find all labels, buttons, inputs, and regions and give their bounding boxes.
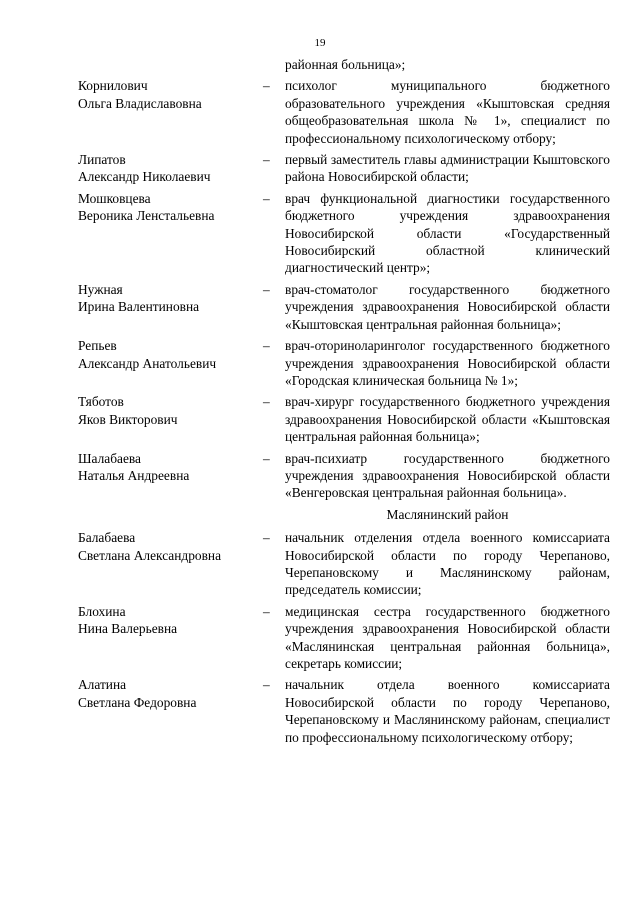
member-position: врач функциональной диагностики государственного бюджетного учреждения здравоохранения Новосибирской области «Государственный Новосибирский областной клинический диагностический центр»; [285, 190, 610, 276]
member-given-names: Светлана Федоровна [78, 694, 197, 710]
member-surname: Нужная [78, 281, 123, 297]
member-name [78, 151, 263, 186]
member-name [78, 393, 263, 445]
dash-separator: – [263, 530, 270, 546]
member-given-names: Нина Валерьевна [78, 621, 178, 637]
member-entry [78, 77, 610, 147]
member-surname: Алатина [78, 677, 127, 693]
member-given-names: Александр Анатольевич [78, 355, 217, 371]
member-given-names: Яков Викторович [78, 411, 178, 427]
member-surname: Блохина [78, 603, 126, 619]
entries-maslyaninsky [78, 529, 610, 746]
district-heading: Маслянинский район [386, 506, 509, 522]
member-entry [78, 603, 610, 673]
member-entry [78, 676, 610, 746]
member-entry [78, 450, 610, 502]
member-given-names: Наталья Андреевна [78, 467, 190, 483]
member-entry [78, 393, 610, 445]
member-surname: Корнилович [78, 78, 148, 94]
member-name [78, 529, 263, 599]
dash-separator: – [263, 152, 270, 168]
member-name [78, 281, 263, 333]
member-position: начальник отдела военного комиссариата Новосибирской области по городу Черепаново, Черепановскому и Маслянинскому районам, специалист по профессиональному психологическому отбору; [285, 677, 610, 745]
dash-separator: – [263, 677, 270, 693]
member-entry [78, 151, 610, 186]
member-entry [78, 281, 610, 333]
dash-separator: – [263, 603, 270, 619]
dash-separator: – [263, 450, 270, 466]
member-name [78, 77, 263, 147]
member-position: начальник отделения отдела военного комиссариата Новосибирской области по городу Черепаново, Черепановскому и Маслянинскому районам, председатель комиссии; [285, 530, 610, 598]
member-surname: Мошковцева [78, 190, 151, 206]
member-name [78, 337, 263, 389]
dash-separator: – [263, 281, 270, 297]
member-position: врач-психиатр государственного бюджетного учреждения здравоохранения Новосибирской области «Венгеровская центральная районная больница». [285, 450, 610, 501]
member-name [78, 676, 263, 746]
member-position: врач-стоматолог государственного бюджетного учреждения здравоохранения Новосибирской области «Кыштовская центральная районная больница»; [285, 281, 610, 332]
member-given-names: Александр Николаевич [78, 169, 211, 185]
member-given-names: Вероника Ленстальевна [78, 208, 215, 224]
member-name [78, 603, 263, 673]
member-position: врач-оториноларинголог государственного бюджетного учреждения здравоохранения Новосибирской области «Городская клиническая больница № 1»; [285, 338, 610, 388]
commission-list [78, 56, 610, 750]
dash-separator: – [263, 394, 270, 410]
member-given-names: Светлана Александровна [78, 547, 222, 563]
dash-separator: – [263, 338, 270, 354]
member-position: врач-хирург государственного бюджетного учреждения здравоохранения Новосибирской области «Кыштовская центральная районная больница»; [285, 394, 610, 445]
member-name [78, 190, 263, 277]
entries-kyshtovsky [78, 77, 610, 501]
member-surname: Тяботов [78, 394, 124, 410]
dash-separator: – [263, 190, 270, 206]
member-position: первый заместитель главы администрации Кыштовского района Новосибирской области; [285, 152, 610, 185]
member-surname: Липатов [78, 152, 126, 168]
member-position: психолог муниципального бюджетного образовательного учреждения «Кыштовская средняя общеобразовательная школа № 1», специалист по профессиональному психологическому отбору; [285, 78, 610, 146]
member-given-names: Ольга Владиславовна [78, 95, 202, 111]
member-surname: Балабаева [78, 530, 136, 546]
member-given-names: Ирина Валентиновна [78, 299, 200, 315]
member-surname: Репьев [78, 338, 117, 354]
continuation-text: районная больница»; [285, 57, 406, 72]
member-entry [78, 190, 610, 277]
member-surname: Шалабаева [78, 450, 141, 466]
member-entry [78, 337, 610, 389]
page-number: 19 [314, 37, 326, 49]
member-position: медицинская сестра государственного бюджетного учреждения здравоохранения Новосибирской области «Маслянинская центральная районная больница», секретарь комиссии; [285, 603, 610, 671]
member-entry [78, 529, 610, 599]
member-name [78, 450, 263, 502]
dash-separator: – [263, 78, 270, 94]
